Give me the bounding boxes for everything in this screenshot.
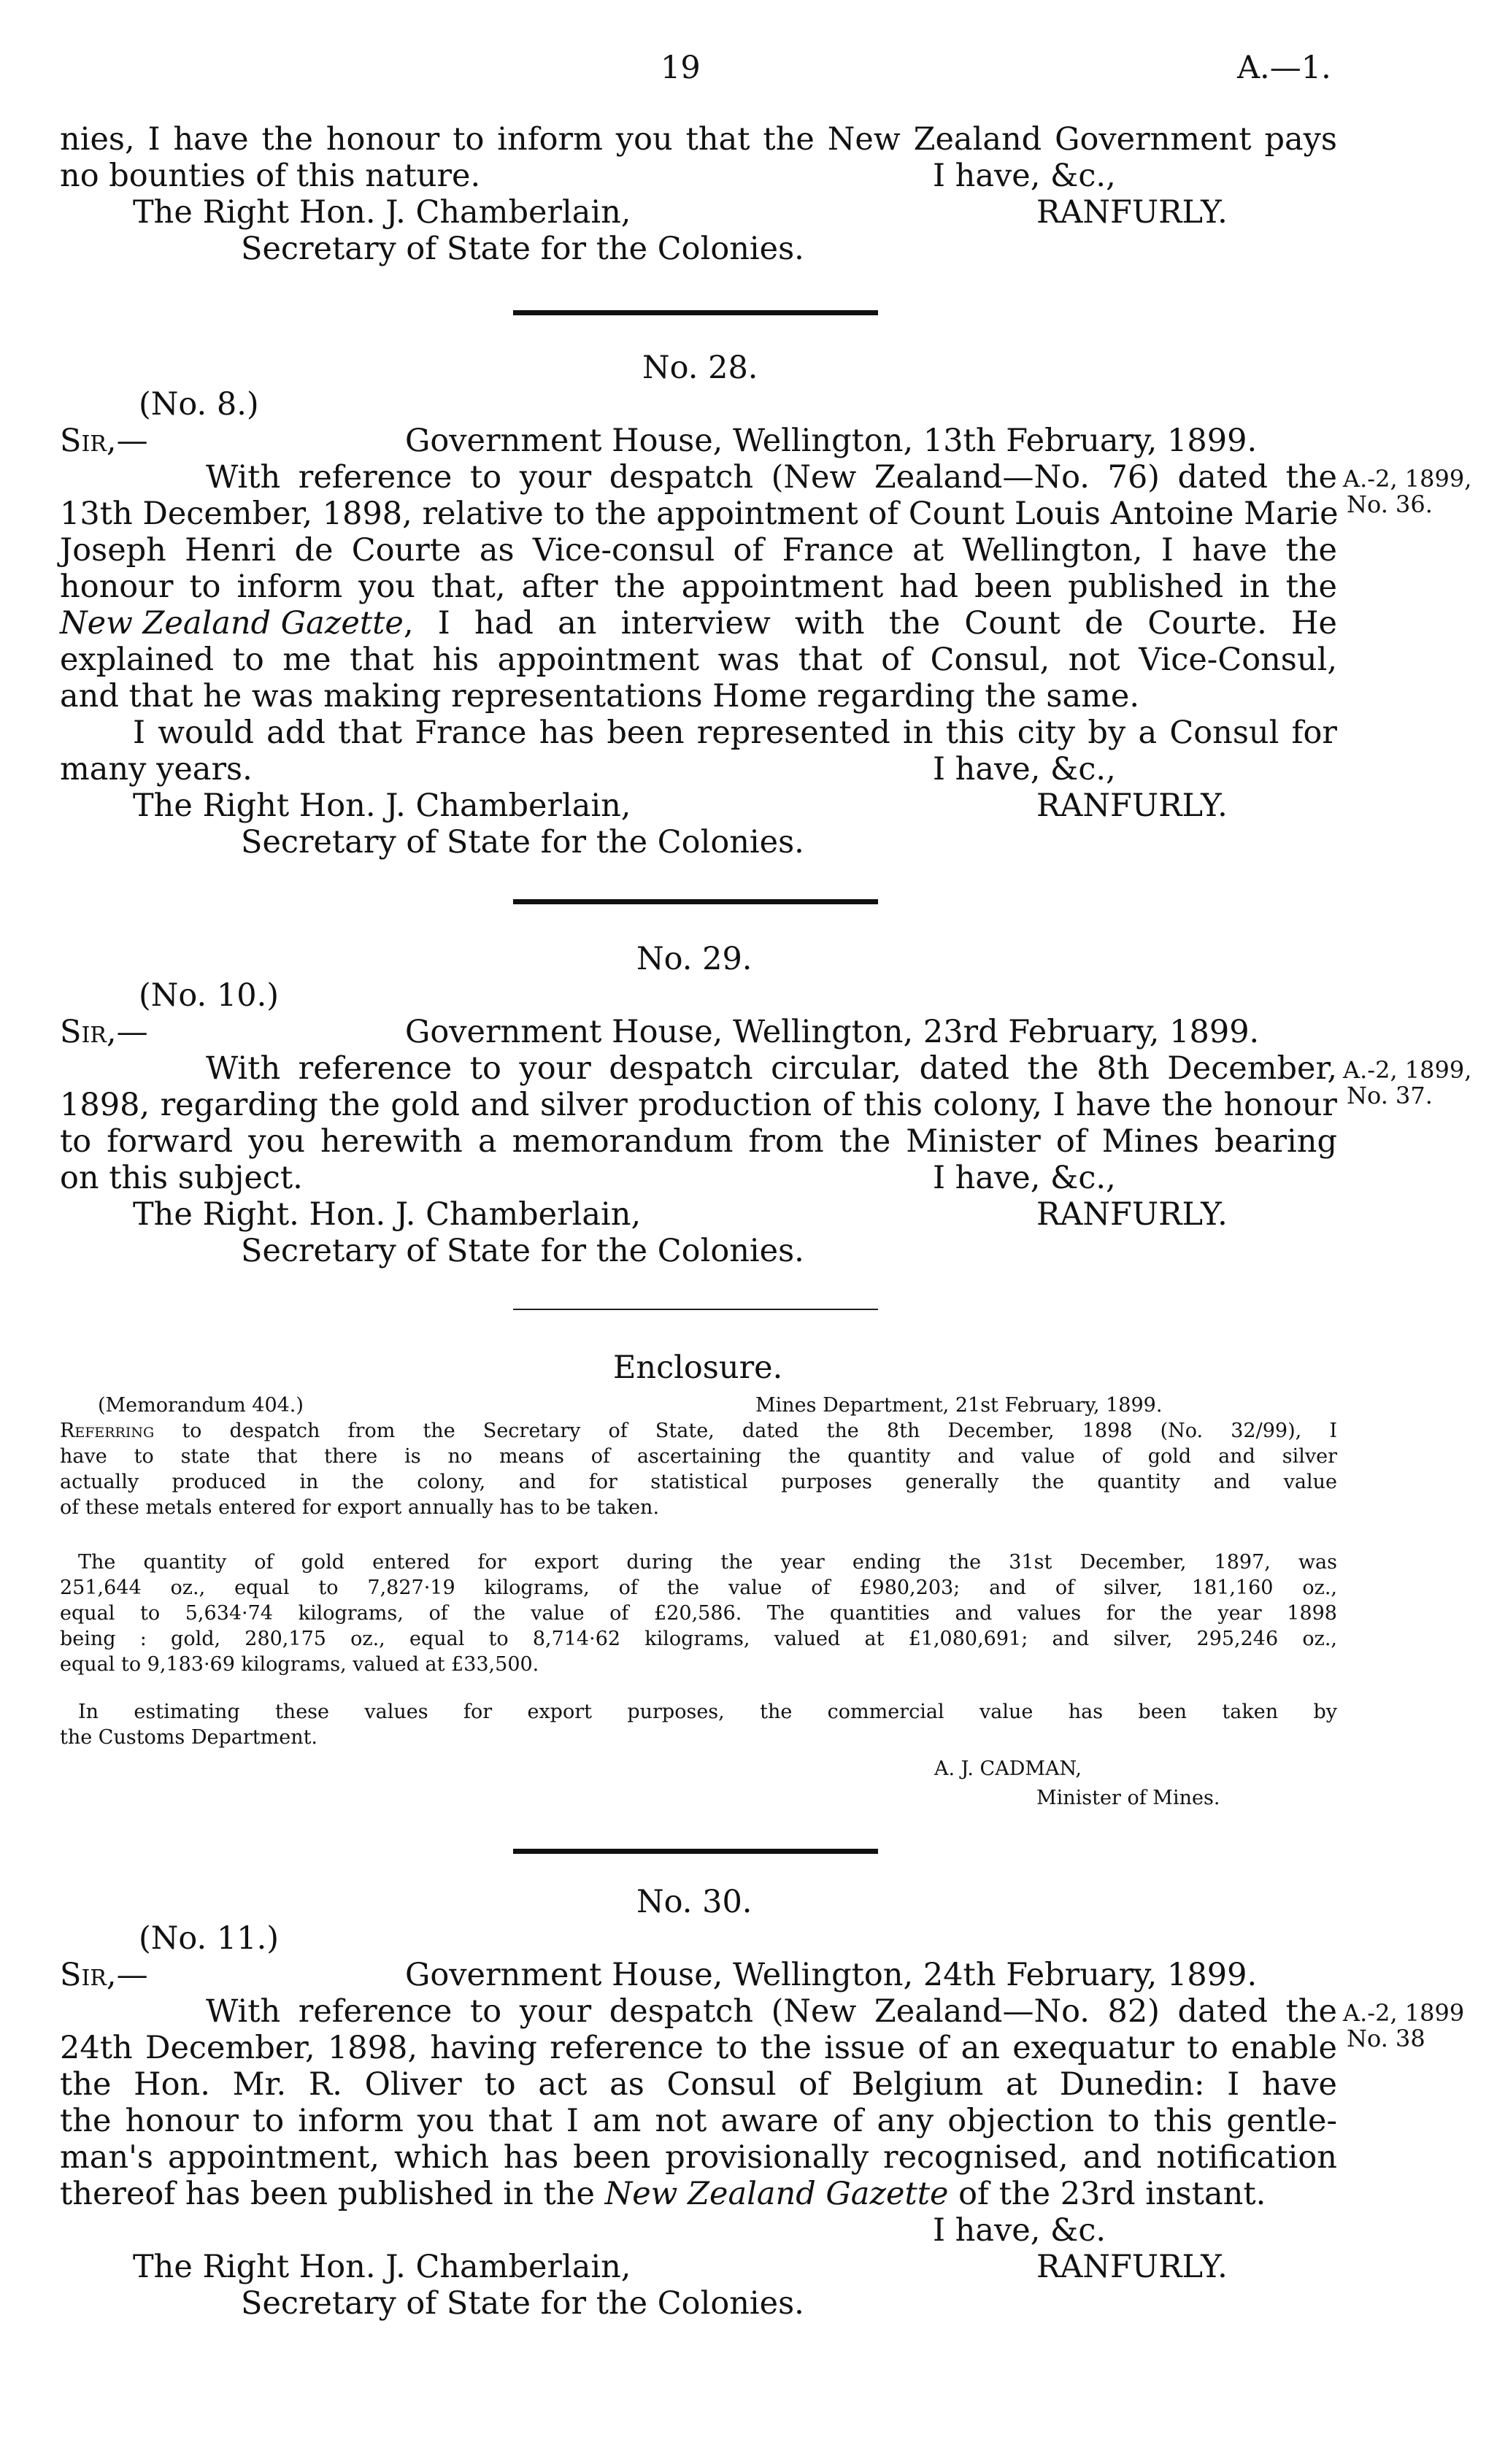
body-line: on this subject. bbox=[60, 1160, 303, 1196]
memo-line: equal to 9,183·69 kilograms, valued at £33,500. bbox=[60, 1653, 539, 1676]
addressee: The Right. Hon. J. Chamberlain, bbox=[133, 1196, 642, 1233]
signature: RANFURLY. bbox=[1036, 1196, 1228, 1233]
margin-reference: No. 36. bbox=[1347, 490, 1433, 518]
body-line: With reference to your despatch (New Zealand—No. 82) dated the bbox=[206, 1993, 1337, 2030]
memo-line: In estimating these values for export purposes, the commercial value has been taken by bbox=[78, 1701, 1337, 1723]
letter-number: No. 28. bbox=[642, 350, 758, 386]
body-line: With reference to your despatch (New Zealand—No. 76) dated the bbox=[206, 459, 1337, 496]
addressee: The Right Hon. J. Chamberlain, bbox=[133, 2249, 631, 2285]
body-line: 24th December, 1898, having reference to the issue of an exequatur to enable bbox=[60, 2030, 1337, 2066]
memo-line: equal to 5,634·74 kilograms, of the value of £20,586. The quantities and values for the year 1898 bbox=[60, 1602, 1337, 1625]
body-line: Joseph Henri de Courte as Vice-consul of France at Wellington, I have the bbox=[60, 532, 1337, 569]
memo-text: to despatch from the Secretary of State, dated the 8th December, 1898 (No. 32/99), I bbox=[154, 1420, 1337, 1442]
despatch-ref: (No. 10.) bbox=[139, 977, 280, 1014]
addressee: The Right Hon. J. Chamberlain, bbox=[133, 194, 631, 231]
closing: I have, &c. bbox=[933, 2212, 1106, 2249]
despatch-ref: (No. 11.) bbox=[139, 1920, 280, 1957]
body-line bbox=[60, 2176, 1266, 2212]
memo-line: 251,644 oz., equal to 7,827·19 kilograms, of the value of £980,203; and of silver, 181,160 oz., bbox=[60, 1576, 1337, 1599]
body-line: the Hon. Mr. R. Oliver to act as Consul of Belgium at Dunedin: I have bbox=[60, 2066, 1337, 2103]
body-line bbox=[60, 605, 1337, 642]
addressee-title: Secretary of State for the Colonies. bbox=[241, 231, 804, 267]
section-rule bbox=[513, 1849, 878, 1854]
document-reference: A.—1. bbox=[1237, 50, 1331, 86]
gazette-title: New Zealand Gazette bbox=[604, 2176, 949, 2212]
memo-line: being : gold, 280,175 oz., equal to 8,714·62 kilograms, valued at £1,080,691; and silver, 295,246 oz., bbox=[60, 1628, 1337, 1650]
closing: I have, &c., bbox=[933, 158, 1116, 194]
address-date: Government House, Wellington, 13th February, 1899. bbox=[405, 423, 1258, 459]
memo-reference: (Memorandum 404.) bbox=[98, 1394, 304, 1417]
body-line: man's appointment, which has been provisionally recognised, and notification bbox=[60, 2139, 1337, 2176]
memo-line: the Customs Department. bbox=[60, 1726, 318, 1749]
intro-line: nies, I have the honour to inform you that the New Zealand Government pays bbox=[60, 121, 1337, 158]
section-rule bbox=[513, 899, 878, 904]
addressee-title: Secretary of State for the Colonies. bbox=[241, 824, 804, 861]
body-line: 13th December, 1898, relative to the appointment of Count Louis Antoine Marie bbox=[60, 496, 1339, 532]
letter-number: No. 29. bbox=[636, 941, 752, 977]
body-text: of the 23rd instant. bbox=[948, 2176, 1266, 2212]
closing: I have, &c., bbox=[933, 1160, 1116, 1196]
body-line: many years. bbox=[60, 751, 253, 788]
memo-signature: A. J. CADMAN, bbox=[934, 1757, 1082, 1780]
page-number: 19 bbox=[661, 50, 701, 86]
body-line: With reference to your despatch circular, dated the 8th December, bbox=[206, 1050, 1337, 1087]
intro-line: no bounties of this nature. bbox=[60, 158, 481, 194]
body-line: the honour to inform you that I am not aware of any objection to this gentle- bbox=[60, 2103, 1337, 2139]
addressee-title: Secretary of State for the Colonies. bbox=[241, 2285, 804, 2322]
gazette-title: New Zealand Gazette bbox=[60, 605, 404, 642]
body-line: 1898, regarding the gold and silver production of this colony, I have the honour bbox=[60, 1087, 1337, 1123]
signature: RANFURLY. bbox=[1036, 788, 1228, 824]
closing: I have, &c., bbox=[933, 751, 1116, 788]
body-line: explained to me that his appointment was that of Consul, not Vice-Consul, bbox=[60, 642, 1337, 678]
body-text: thereof has been published in the bbox=[60, 2176, 605, 2212]
memo-line: have to state that there is no means of ascertaining the quantity and value of gold and silver bbox=[60, 1445, 1337, 1468]
addressee: The Right Hon. J. Chamberlain, bbox=[133, 788, 631, 824]
enclosure-title: Enclosure. bbox=[613, 1350, 783, 1386]
margin-reference: No. 37. bbox=[1347, 1082, 1433, 1109]
memo-first-word: Referring bbox=[60, 1420, 155, 1442]
signature: RANFURLY. bbox=[1036, 194, 1228, 231]
body-line: to forward you herewith a memorandum from the Minister of Mines bearing bbox=[60, 1123, 1337, 1160]
despatch-ref: (No. 8.) bbox=[139, 386, 259, 423]
margin-reference: A.-2, 1899 bbox=[1343, 1999, 1465, 2027]
department-date: Mines Department, 21st February, 1899. bbox=[755, 1394, 1163, 1417]
margin-reference: A.-2, 1899, bbox=[1343, 1056, 1472, 1084]
body-line: honour to inform you that, after the appointment had been published in the bbox=[60, 569, 1337, 605]
memo-signature-title: Minister of Mines. bbox=[1036, 1787, 1220, 1809]
section-rule bbox=[513, 1309, 878, 1310]
body-line: I would add that France has been represented in this city by a Consul for bbox=[133, 715, 1337, 751]
margin-reference: No. 38 bbox=[1347, 2025, 1425, 2052]
section-rule bbox=[513, 310, 878, 315]
body-line: and that he was making representations Home regarding the same. bbox=[60, 678, 1140, 715]
salutation: Sir,— bbox=[60, 1014, 148, 1050]
memo-line bbox=[60, 1421, 1337, 1441]
memo-line: actually produced in the colony, and for statistical purposes generally the quantity and value bbox=[60, 1471, 1337, 1493]
body-text: , I had an interview with the Count de Courte. He bbox=[403, 605, 1337, 642]
salutation: Sir,— bbox=[60, 423, 148, 459]
addressee-title: Secretary of State for the Colonies. bbox=[241, 1233, 804, 1269]
signature: RANFURLY. bbox=[1036, 2249, 1228, 2285]
letter-number: No. 30. bbox=[636, 1884, 752, 1920]
memo-line: of these metals entered for export annually has to be taken. bbox=[60, 1496, 660, 1519]
memo-line: The quantity of gold entered for export during the year ending the 31st December, 1897, was bbox=[78, 1551, 1337, 1574]
address-date: Government House, Wellington, 24th February, 1899. bbox=[405, 1957, 1258, 1993]
address-date: Government House, Wellington, 23rd February, 1899. bbox=[405, 1014, 1260, 1050]
salutation: Sir,— bbox=[60, 1957, 148, 1993]
margin-reference: A.-2, 1899, bbox=[1343, 465, 1472, 493]
